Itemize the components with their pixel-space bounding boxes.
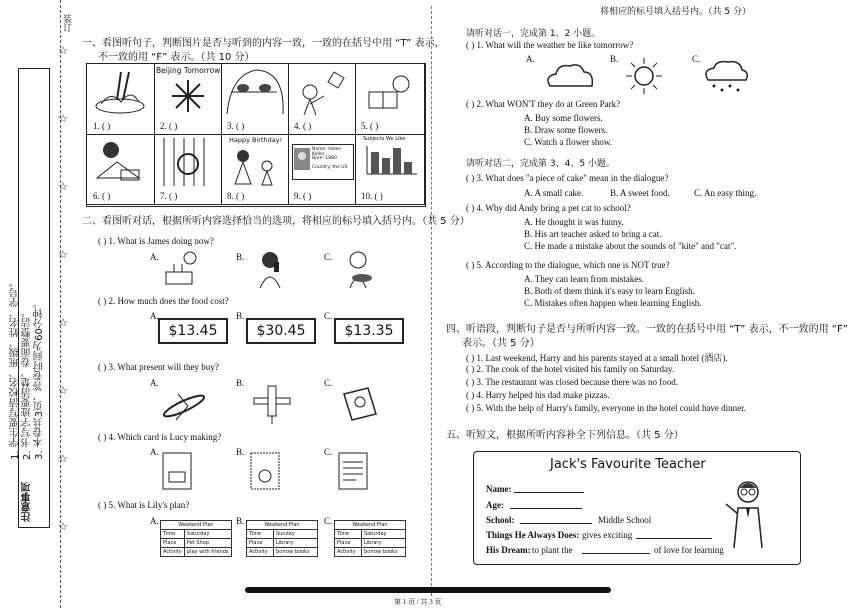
answer-7[interactable]: 7. ( ) [160, 191, 178, 201]
noodles-icon [87, 64, 153, 120]
picture-cell-4 [288, 64, 356, 135]
p3-q1-opt-a[interactable]: A. [526, 54, 535, 64]
p2-q5-opt-b[interactable]: B. [236, 516, 245, 526]
p3-q4-opt-c[interactable]: C. He made a mistake about the sounds of "kite" and "cat". [524, 241, 737, 251]
age-blank[interactable] [510, 498, 582, 509]
p4-item-5: ( ) 5. With the help of Harry's family, everyone in the hotel could have dinner. [466, 403, 746, 413]
picture-grid [86, 63, 426, 207]
cooking-boy-icon [340, 250, 376, 290]
p2-q2-opt-c[interactable]: C. [324, 311, 333, 321]
note-2: 2. 书写字迹要清楚，卷面要整洁。 [22, 307, 33, 460]
plan-b-time: Sunday [273, 530, 317, 539]
p2-q4-opt-a[interactable]: A. [150, 447, 159, 457]
p4-item-2: ( ) 2. The cook of the hotel visited his family on Saturday. [466, 364, 675, 374]
thank-you-card-icon [250, 452, 280, 490]
star-icon: ☆ [58, 520, 68, 533]
p2-q2-opt-a[interactable]: A. [150, 311, 159, 321]
star-icon: ☆ [58, 384, 68, 397]
birthday-caption: Happy Birthday! [229, 136, 283, 144]
answer-1[interactable]: 1. ( ) [93, 121, 111, 131]
p2-q3-opt-a[interactable]: A. [150, 378, 159, 388]
plan-c-place-label: Place [335, 539, 362, 548]
reading-girl-icon [355, 64, 421, 120]
plan-b-title: Weekend Plan [247, 521, 318, 530]
p2-q3-opt-c[interactable]: C. [324, 378, 333, 388]
school-blank[interactable] [520, 513, 592, 524]
writing-boy-icon [87, 134, 153, 190]
picture-cell-3 [221, 64, 289, 135]
plan-b-place: Library [273, 539, 317, 548]
birthday-people-icon [225, 146, 285, 188]
answer-3[interactable]: 3. ( ) [227, 121, 245, 131]
p3-q3-opt-b[interactable]: B. A sweet food. [610, 188, 670, 198]
picture-cell-5 [355, 64, 425, 135]
p3-q1-opt-b[interactable]: B. [610, 54, 619, 64]
p2-q1: ( ) 1. What is James doing now? [98, 236, 214, 246]
notes-title: 注意事项 [22, 482, 33, 522]
age-label: Age: [486, 500, 504, 510]
plan-a-place-label: Place [161, 539, 185, 548]
part1-heading: 一、看图听句子，判断图片是否与听到的内容一致，一致的在括号中用 “T” 表示， [82, 38, 445, 49]
p2-q1-opt-c[interactable]: C. [324, 252, 333, 262]
dream-value: to plant the [532, 545, 573, 555]
star-icon: ☆ [58, 44, 68, 57]
p2-q4: ( ) 4. Which card is Lucy making? [98, 432, 222, 442]
answer-9[interactable]: 9. ( ) [294, 191, 312, 201]
answer-5[interactable]: 5. ( ) [361, 121, 379, 131]
p3-q4-opt-a[interactable]: A. He thought it was funny. [524, 217, 624, 227]
p3-q4: ( ) 4. Why did Andy bring a pet cat to school? [466, 203, 631, 213]
sunny-icon [624, 56, 664, 96]
answer-2[interactable]: 2. ( ) [160, 121, 178, 131]
p2-q3: ( ) 3. What present will they buy? [98, 362, 219, 372]
dialogue-2-note: 请听对话二，完成第 3、4、5 小题。 [466, 159, 615, 169]
part5-heading: 五、听短文，根据所听内容补全下列信息。（共 5 分） [446, 430, 684, 441]
plan-c-place: Library [361, 539, 405, 548]
plan-c-activity-label: Activity [335, 548, 362, 557]
part4-heading-2: 表示。（共 5 分） [462, 338, 540, 349]
answer-8[interactable]: 8. ( ) [227, 191, 245, 201]
plan-c-activity: borrow books [361, 548, 405, 557]
star-icon: ☆ [58, 112, 68, 125]
picture-cell-1 [87, 64, 155, 135]
space-book-icon [340, 384, 380, 424]
plan-b-place-label: Place [247, 539, 274, 548]
plan-c-time: Saturday [361, 530, 405, 539]
subjects-bar-chart [361, 144, 419, 190]
profile-born: Born: 1880 [312, 156, 337, 161]
plan-a-title: Weekend Plan [161, 521, 232, 530]
dream-suffix: of love for learning [654, 545, 724, 555]
note-3: 3. 本卷共3页，答卷时间为60分钟。 [34, 298, 45, 460]
bar-chinese [371, 152, 379, 174]
part2-heading: 二、看图听对话，根据所听内容选择恰当的选项，将相应的标号填入括号内。（共 5 分） [82, 216, 470, 227]
star-icon: ☆ [58, 452, 68, 465]
plan-c-title: Weekend Plan [335, 521, 406, 530]
p2-q4-opt-c[interactable]: C. [324, 447, 333, 457]
teacher-icon [722, 478, 774, 550]
cloudy-icon [542, 62, 598, 90]
plan-a-time-label: Time [161, 530, 185, 539]
profile-name: Name: Helen Keller [312, 147, 342, 157]
name-label: Name: [486, 484, 512, 494]
plan-table-c [334, 520, 406, 557]
picture-cell-10 [355, 134, 425, 205]
p3-q5-opt-b[interactable]: B. Both of them think it's easy to learn English. [524, 286, 695, 296]
satellite-model-icon [252, 382, 292, 426]
picture-cell-7 [154, 134, 222, 205]
picture-cell-6 [87, 134, 155, 205]
price-b: $30.45 [246, 318, 316, 344]
rainy-icon [702, 60, 750, 96]
answer-6[interactable]: 6. ( ) [93, 191, 111, 201]
p3-q2-opt-a[interactable]: A. Buy some flowers. [524, 113, 603, 123]
bar-science [393, 148, 401, 174]
picture-cell-9 [288, 134, 356, 205]
page-divider [431, 6, 432, 596]
p3-q3-opt-a[interactable]: A. A small cake. [524, 188, 584, 198]
things-blank[interactable] [636, 528, 712, 539]
p3-q1-opt-c[interactable]: C. [692, 54, 701, 64]
p3-q5-opt-c[interactable]: C. Mistakes often happen when learning English. [524, 298, 702, 308]
picture-cell-8 [221, 134, 289, 205]
p4-item-3: ( ) 3. The restaurant was closed because there was no food. [466, 377, 679, 387]
scroll-handle[interactable] [245, 587, 611, 593]
p2-q3-opt-b[interactable]: B. [236, 378, 245, 388]
p3-q3: ( ) 3. What does "a piece of cake" mean in the dialogue? [466, 173, 669, 183]
part3-top-cut: 将相应的标号填入括号内。（共 5 分） [600, 7, 751, 17]
school-suffix: Middle School [598, 515, 652, 525]
p3-q2-opt-c[interactable]: C. Watch a flower show. [524, 137, 613, 147]
snowflake-icon [170, 78, 206, 114]
part4-heading: 四、听语段，判断句子是否与所听内容一致。一致的在括号中用 “T” 表示，不一致的用 “F” [446, 324, 848, 335]
birds-tree-icon [221, 64, 287, 120]
star-icon: ☆ [58, 248, 68, 261]
star-icon: ☆ [58, 316, 68, 329]
p2-q2-opt-b[interactable]: B. [236, 311, 245, 321]
letter-card-icon [338, 452, 368, 490]
weather-caption: Beijing Tomorrow [156, 66, 221, 75]
plan-a-time: Saturday [184, 530, 231, 539]
answer-4[interactable]: 4. ( ) [294, 121, 312, 131]
star-icon: ☆ [58, 180, 68, 193]
dream-label: His Dream: [486, 545, 531, 555]
bar-history [404, 162, 412, 174]
p3-q1: ( ) 1. What will the weather be like tomorrow? [466, 40, 634, 50]
p2-q5-opt-c[interactable]: C. [324, 516, 333, 526]
plan-a-activity-label: Activity [161, 548, 185, 557]
plan-b-activity-label: Activity [247, 548, 274, 557]
plan-a-place: Pet Shop [184, 539, 231, 548]
dialogue-1-note: 请听对话一，完成第 1、2 小题。 [466, 29, 601, 39]
school-label: School: [486, 515, 515, 525]
plan-b-activity: borrow books [273, 548, 317, 557]
answer-10[interactable]: 10. ( ) [361, 191, 383, 201]
plan-table-b [246, 520, 318, 557]
note-1: 1. 学生要写清校名、班级、姓名、学号。 [10, 277, 21, 460]
birthday-card-icon [162, 452, 192, 490]
birthday-cake-icon [162, 250, 202, 288]
binding-label: 装订 [61, 14, 71, 32]
kite-girl-icon [288, 64, 354, 120]
p2-q1-opt-b[interactable]: B. [236, 252, 245, 262]
portrait-icon [294, 148, 310, 170]
p2-q4-opt-b[interactable]: B. [236, 447, 245, 457]
p3-q4-opt-b[interactable]: B. His art teacher asked to bring a cat. [524, 229, 662, 239]
p3-q2: ( ) 2. What WON'T they do at Green Park? [466, 99, 621, 109]
p2-q1-opt-a[interactable]: A. [150, 252, 159, 262]
price-c: $13.35 [334, 318, 404, 344]
things-value: gives exciting [582, 530, 633, 540]
plan-b-time-label: Time [247, 530, 274, 539]
profile-country: Country: the US [312, 165, 348, 170]
price-a: $13.45 [158, 318, 228, 344]
dream-blank[interactable] [582, 543, 650, 554]
card-title: Jack's Favourite Teacher [550, 457, 706, 472]
airplane-model-icon [158, 386, 208, 424]
bar-maths [382, 158, 390, 174]
p2-q2: ( ) 2. How much does the food cost? [98, 296, 229, 306]
p3-q3-opt-c[interactable]: C. An easy thing. [694, 188, 757, 198]
plan-c-time-label: Time [335, 530, 362, 539]
page-footer: 第 1 页 / 共 3 页 [394, 598, 442, 606]
p3-q2-opt-b[interactable]: B. Draw some flowers. [524, 125, 608, 135]
binding-line [60, 0, 61, 608]
p4-item-4: ( ) 4. Harry helped his dad make pizzas. [466, 390, 610, 400]
part1-heading-2: 不一致的用 “F” 表示。（共 10 分） [98, 52, 255, 63]
phone-boy-icon [252, 250, 288, 290]
p3-q5: ( ) 5. According to the dialogue, which one is NOT true? [466, 260, 670, 270]
p2-q5: ( ) 5. What is Lily's plan? [98, 500, 190, 510]
things-label: Things He Always Does: [486, 530, 580, 540]
plan-table-a [160, 520, 232, 557]
p3-q5-opt-a[interactable]: A. They can learn from mistakes. [524, 274, 645, 284]
name-blank[interactable] [514, 482, 584, 493]
plan-a-activity: play with friends [184, 548, 231, 557]
p4-item-1: ( ) 1. Last weekend, Harry and his parents stayed at a small hotel (酒店). [466, 353, 728, 363]
lion-cage-icon [154, 134, 220, 190]
picture-cell-2 [154, 64, 222, 135]
subjects-chart-title: Subjects We Like [363, 136, 406, 142]
p2-q5-opt-a[interactable]: A. [150, 516, 159, 526]
